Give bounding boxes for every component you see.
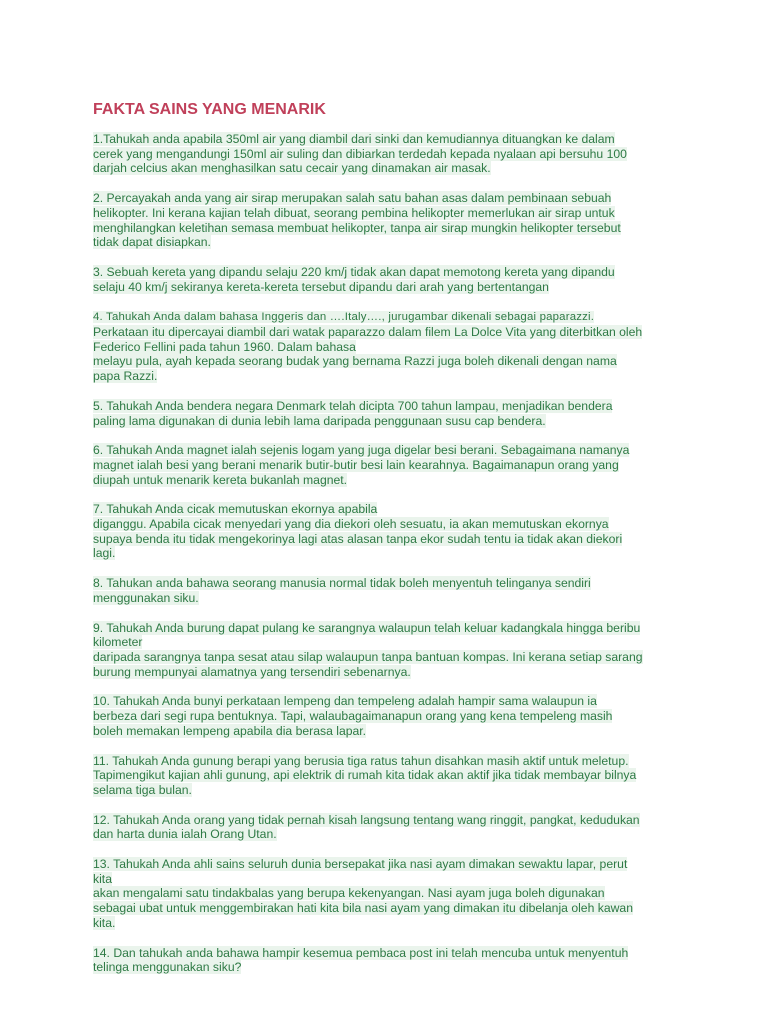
line-text: burung mempunyai alamatnya yang tersendiri sebenarnya. — [93, 664, 411, 679]
paragraph-line — [93, 191, 683, 206]
line-text: dan harta dunia ialah Orang Utan. — [93, 827, 277, 842]
paragraph-line — [93, 813, 683, 828]
line-text: lagi. — [93, 546, 116, 561]
paragraph-line — [93, 458, 683, 473]
line-text: diganggu. Apabila cicak menyedari yang dia diekori oleh sesuatu, ia akan memutuskan ekornya — [93, 517, 609, 532]
paragraph-list — [93, 132, 683, 975]
paragraph-line — [93, 960, 683, 975]
paragraph-line — [93, 132, 683, 147]
paragraph-line — [93, 857, 683, 872]
line-text: melayu pula, ayah kepada seorang budak yang bernama Razzi juga boleh dikenali dengan nama — [93, 354, 617, 369]
fact-paragraph-7 — [93, 502, 683, 561]
paragraph-line — [93, 221, 683, 236]
fact-paragraph-6 — [93, 443, 683, 487]
line-text: supaya benda itu tidak mengekorinya lagi atas alasan tanpa ekor sudah tentu ia tidak akan diekori — [93, 531, 623, 546]
fact-paragraph-12 — [93, 813, 683, 842]
document-title: FAKTA SAINS YANG MENARIK — [93, 101, 326, 118]
paragraph-line — [93, 414, 683, 429]
paragraph-line — [93, 916, 683, 931]
line-text: 1.Tahukah anda apabila 350ml air yang diambil dari sinki dan kemudiannya dituangkan ke dalam — [93, 132, 615, 146]
line-text: 2. Percayakah anda yang air sirap merupakan salah satu bahan asas dalam pembinaan sebuah — [93, 191, 612, 206]
line-text: paling lama digunakan di dunia lebih lama daripada penggunaan susu cap bendera. — [93, 413, 546, 428]
paragraph-line — [93, 591, 683, 606]
paragraph-line — [93, 946, 683, 961]
line-text: sebagai ubat untuk menggembirakan hati kita bila nasi ayam yang dimakan itu dibelanja oleh kawan — [93, 901, 633, 916]
fact-paragraph-11 — [93, 754, 683, 798]
line-text: darjah celcius akan menghasilkan satu cecair yang dinamakan air masak. — [93, 161, 491, 176]
paragraph-line — [93, 621, 683, 636]
line-text: 4. Tahukah Anda dalam bahasa Inggeris dan ….Italy…., jurugambar dikenali sebagai paparazzi. — [93, 311, 595, 324]
fact-paragraph-14 — [93, 946, 683, 975]
line-text: daripada sarangnya tanpa sesat atau silap walaupun tanpa bantuan kompas. Ini kerana setiap sarang — [93, 649, 643, 664]
line-text: 3. Sebuah kereta yang dipandu selaju 220 km/j tidak akan dapat memotong kereta yang dipandu — [93, 264, 615, 279]
paragraph-line — [93, 369, 683, 384]
line-text: selama tiga bulan. — [93, 782, 192, 797]
fact-paragraph-3 — [93, 265, 683, 294]
line-text: diupah untuk menarik kereta bukanlah magnet. — [93, 472, 348, 487]
fact-paragraph-1 — [93, 132, 683, 176]
line-text: selaju 40 km/j sekiranya kereta-kereta tersebut dipandu dari arah yang bertentangan — [93, 279, 549, 294]
paragraph-line — [93, 399, 683, 414]
line-text: menggunakan siku. — [93, 590, 199, 605]
line-text: kita — [93, 871, 112, 886]
line-text: magnet ialah besi yang berani menarik butir-butir besi lain kearahnya. Bagaimanapun orang yang — [93, 457, 619, 472]
paragraph-line — [93, 161, 683, 176]
paragraph-line — [93, 872, 683, 887]
paragraph-line — [93, 340, 683, 355]
paragraph-line — [93, 635, 683, 650]
paragraph-line — [93, 665, 683, 680]
line-text: tidak dapat disiapkan. — [93, 235, 211, 250]
line-text: papa Razzi. — [93, 369, 158, 384]
paragraph-line — [93, 709, 683, 724]
paragraph-line — [93, 724, 683, 739]
line-text: 14. Dan tahukah anda bahawa hampir kesemua pembaca post ini telah mencuba untuk menyentuh — [93, 945, 629, 960]
paragraph-line — [93, 694, 683, 709]
fact-paragraph-8 — [93, 576, 683, 605]
paragraph-line — [93, 517, 683, 532]
paragraph-line — [93, 206, 683, 221]
line-text: Perkataan itu dipercayai diambil dari watak paparazzo dalam filem La Dolce Vita yang diterbitkan oleh — [93, 325, 643, 340]
fact-paragraph-9 — [93, 621, 683, 680]
line-text: Federico Fellini pada tahun 1960. Dalam bahasa — [93, 339, 356, 354]
paragraph-line — [93, 754, 683, 769]
paragraph-line — [93, 265, 683, 280]
paragraph-line — [93, 147, 683, 162]
paragraph-line — [93, 576, 683, 591]
fact-paragraph-10 — [93, 694, 683, 738]
line-text: helikopter. Ini kerana kajian telah dibuat, seorang pembina helikopter memerlukan air sirap untuk — [93, 205, 615, 220]
paragraph-line — [93, 502, 683, 517]
line-text: menghilangkan keletihan semasa membuat helikopter, tanpa air sirap mungkin helikopter tersebut — [93, 220, 621, 235]
line-text: boleh memakan lempeng apabila dia berasa lapar. — [93, 723, 367, 738]
paragraph-line — [93, 280, 683, 295]
paragraph-line — [93, 235, 683, 250]
paragraph-line — [93, 473, 683, 488]
paragraph-line — [93, 783, 683, 798]
line-text: 11. Tahukah Anda gunung berapi yang berusia tiga ratus tahun disahkan masih aktif untuk meletup. — [93, 753, 629, 768]
line-text: kita. — [93, 915, 116, 930]
paragraph-line — [93, 886, 683, 901]
fact-paragraph-4 — [93, 309, 683, 384]
line-text: kilometer — [93, 635, 143, 650]
line-text: akan mengalami satu tindakbalas yang berupa kekenyangan. Nasi ayam juga boleh digunakan — [93, 886, 605, 901]
paragraph-line — [93, 546, 683, 561]
line-text: 9. Tahukah Anda burung dapat pulang ke sarangnya walaupun telah keluar kadangkala hingga beribu — [93, 620, 641, 635]
fact-paragraph-2 — [93, 191, 683, 250]
line-text: Tapimengikut kajian ahli gunung, api elektrik di rumah kita tidak akan aktif jika tidak membayar bilnya — [93, 768, 637, 783]
line-text: berbeza dari segi rupa bentuknya. Tapi, walaubagaimanapun orang yang kena tempeleng masih — [93, 709, 613, 724]
line-text: 13. Tahukah Anda ahli sains seluruh dunia bersepakat jika nasi ayam dimakan sewaktu lapar, perut — [93, 857, 628, 872]
paragraph-line — [93, 532, 683, 547]
paragraph-line — [93, 901, 683, 916]
line-text: 10. Tahukah Anda bunyi perkataan lempeng dan tempeleng adalah hampir sama walaupun ia — [93, 694, 597, 709]
line-text: 5. Tahukah Anda bendera negara Denmark telah dicipta 700 tahun lampau, menjadikan bendera — [93, 398, 613, 413]
line-text: cerek yang mengandungi 150ml air suling dan dibiarkan terdedah kepada nyalaan api bersuhu 100 — [93, 146, 627, 161]
document-page — [93, 100, 683, 990]
line-text: 8. Tahukan anda bahawa seorang manusia normal tidak boleh menyentuh telinganya sendiri — [93, 576, 591, 591]
paragraph-line — [93, 650, 683, 665]
paragraph-line — [93, 354, 683, 369]
line-text: 12. Tahukah Anda orang yang tidak pernah kisah langsung tentang wang ringgit, pangkat, kedudukan — [93, 812, 640, 827]
line-text: telinga menggunakan siku? — [93, 960, 242, 975]
paragraph-line — [93, 768, 683, 783]
paragraph-line — [93, 325, 683, 340]
fact-paragraph-5 — [93, 399, 683, 428]
paragraph-line — [93, 443, 683, 458]
paragraph-line — [93, 827, 683, 842]
fact-paragraph-13 — [93, 857, 683, 931]
line-text: 7. Tahukah Anda cicak memutuskan ekornya apabila — [93, 502, 378, 517]
line-text: 6. Tahukah Anda magnet ialah sejenis logam yang juga digelar besi berani. Sebagaimana namanya — [93, 443, 630, 458]
paragraph-line — [93, 309, 683, 325]
